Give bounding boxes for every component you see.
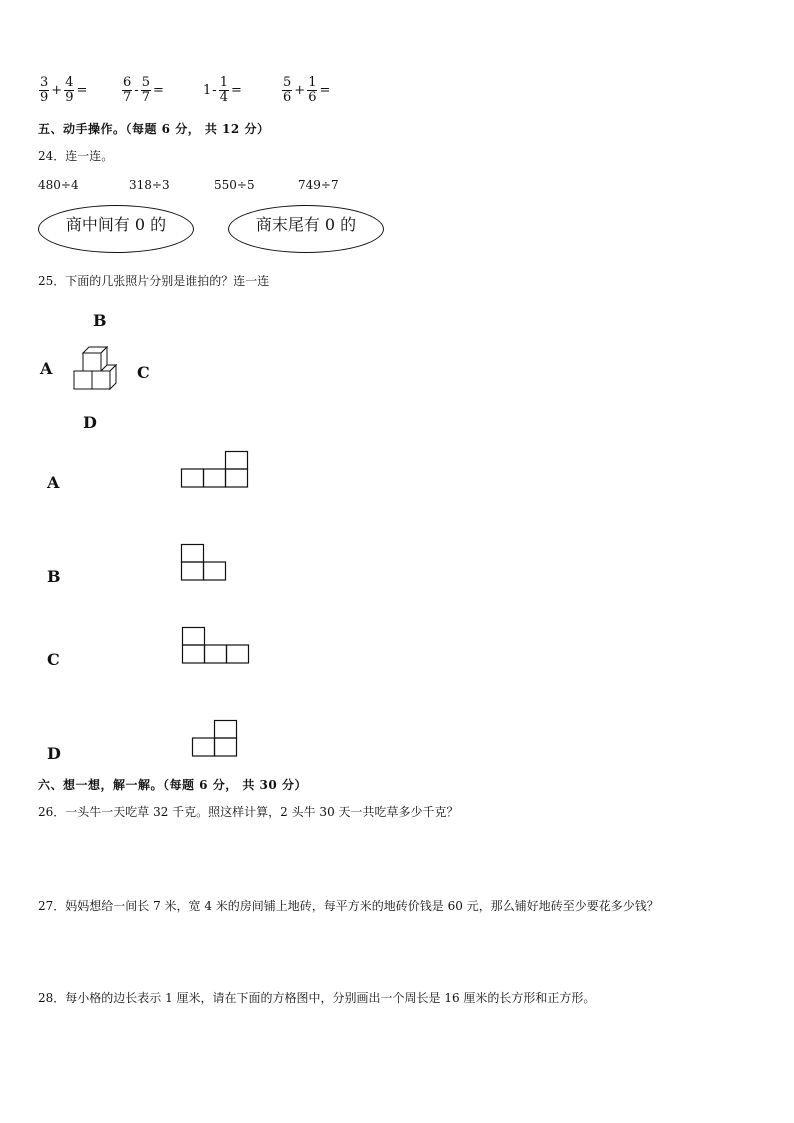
question-27: 27．妈妈想给一间长 7 米，宽 4 米的房间铺上地砖，每平方米的地砖价钱是 60 元，那么铺好地砖至少要花多少钱？	[38, 899, 659, 913]
section-5-heading: 五、动手操作。（每题 6 分， 共 12 分）	[38, 122, 270, 136]
photo-label-d: D	[47, 744, 61, 763]
fraction-expression-4: $\frac{5}{6}$ + $\frac{1}{6}$ =	[283, 75, 331, 105]
fraction: $\frac{1}{6}$	[308, 75, 317, 105]
division-expression: 749÷7	[298, 178, 339, 192]
division-expression: 480÷4	[38, 178, 79, 192]
division-expression: 318÷3	[129, 178, 170, 192]
fraction: $\frac{3}{9}$	[40, 75, 49, 105]
position-label-a: A	[40, 359, 53, 378]
oval-quotient-middle-zero: 商中间有 0 的	[38, 205, 194, 253]
fraction: $\frac{5}{7}$	[141, 75, 150, 105]
position-label-d: D	[83, 413, 97, 432]
photo-c-squares	[182, 627, 250, 665]
question-28: 28．每小格的边长表示 1 厘米，请在下面的方格图中，分别画出一个周长是 16 厘米的长方形和正方形。	[38, 991, 596, 1005]
fraction-expression-2: $\frac{6}{7}$ - $\frac{5}{7}$ =	[123, 75, 164, 105]
photo-label-b: B	[47, 567, 61, 586]
division-expression: 550÷5	[214, 178, 255, 192]
oval-quotient-end-zero: 商末尾有 0 的	[228, 205, 384, 253]
fraction: $\frac{1}{4}$	[219, 75, 228, 105]
photo-a-squares	[181, 451, 249, 489]
question-24-title: 24．连一连。	[38, 149, 114, 163]
photo-label-c: C	[47, 650, 60, 669]
photo-d-squares	[192, 720, 238, 758]
position-label-c: C	[137, 363, 150, 382]
question-26: 26．一头牛一天吃草 32 千克。照这样计算，2 头牛 30 天一共吃草多少千克？	[38, 805, 459, 819]
photo-label-a: A	[47, 473, 60, 492]
fraction: $\frac{5}{6}$	[283, 75, 292, 105]
position-label-b: B	[93, 311, 107, 330]
fraction-expression-1: $\frac{3}{9}$ + $\frac{4}{9}$ =	[40, 75, 88, 105]
fraction: $\frac{6}{7}$	[123, 75, 132, 105]
photo-b-squares	[181, 544, 227, 582]
fraction-expression-3: 1 - $\frac{1}{4}$ =	[203, 75, 242, 105]
fraction: $\frac{4}{9}$	[65, 75, 74, 105]
question-25-title: 25．下面的几张照片分别是谁拍的？连一连	[38, 274, 270, 288]
cube-stack-figure	[70, 342, 120, 400]
section-6-heading: 六、想一想，解一解。（每题 6 分， 共 30 分）	[38, 778, 307, 792]
